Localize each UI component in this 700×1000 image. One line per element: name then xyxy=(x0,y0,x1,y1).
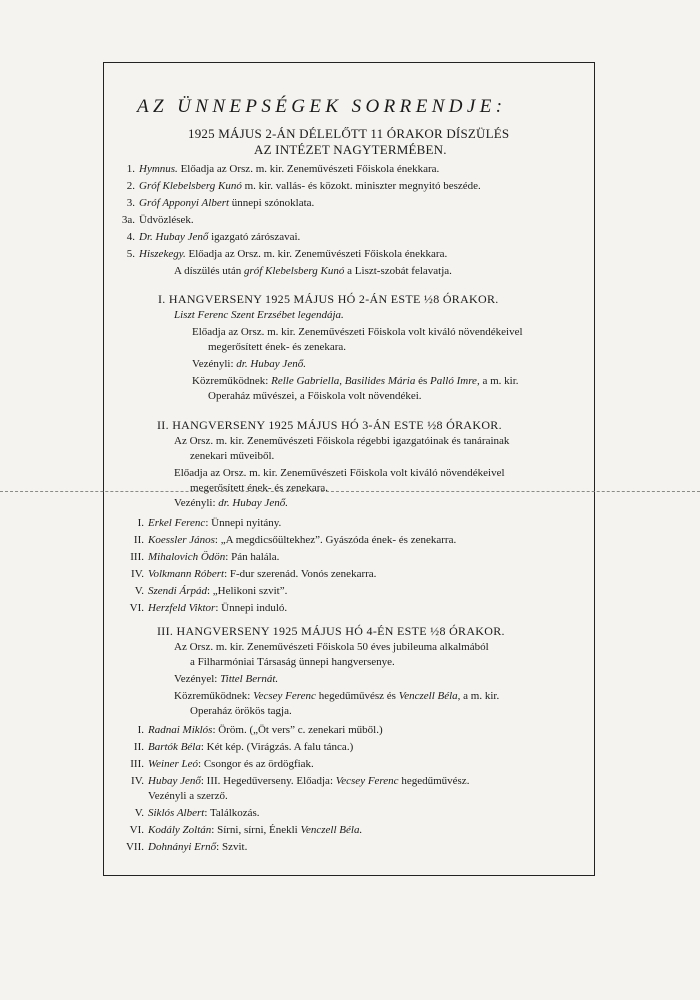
opening-item: 5. Hiszekegy. Előadja az Orsz. m. kir. Zeneművészeti Főiskola énekkara. xyxy=(126,248,448,260)
opening-item: 3a. Üdvözlések. xyxy=(121,214,194,226)
concert3-program-item: V. Siklós Albert: Találkozás. xyxy=(134,807,260,819)
concert2-program-item: IV. Volkmann Róbert: F-dur szerenád. Vonós zenekarra. xyxy=(131,568,377,580)
concert3-description: Az Orsz. m. kir. Zeneművészeti Főiskola 50 éves jubileuma alkalmából xyxy=(174,641,489,653)
concert3-soloists: Közreműködnek: Vecsey Ferenc hegedűművész és Venczell Béla, a m. kir. xyxy=(174,690,500,702)
opening-heading-2: AZ INTÉZET NAGYTERMÉBEN. xyxy=(254,142,447,157)
concert1-conductor: Vezényli: dr. Hubay Jenő. xyxy=(192,358,306,370)
concert2-description: Az Orsz. m. kir. Zeneművészeti Főiskola régebbi igazgatóinak és tanárainak xyxy=(174,435,510,447)
concert2-program-item: II. Koessler János: „A megdicsőültekhez”. Gyászóda ének- és zenekarra. xyxy=(133,534,457,546)
opening-afterword: A díszülés után gróf Klebelsberg Kunó a Liszt-szobát felavatja. xyxy=(174,265,452,277)
concert3-program-item-note: Vezényli a szerző. xyxy=(148,790,228,802)
concert2-performers-2: megerősített ének- és zenekara. xyxy=(190,482,329,494)
concert1-heading: I. HANGVERSENY 1925 MÁJUS HÓ 2-ÁN ESTE ½8 ÓRAKOR. xyxy=(158,292,499,306)
concert2-heading: II. HANGVERSENY 1925 MÁJUS HÓ 3-ÁN ESTE ½8 ÓRAKOR. xyxy=(157,418,502,432)
concert3-program-item: I. Radnai Miklós: Öröm. („Öt vers” c. zenekari műből.) xyxy=(137,724,383,736)
concert3-program-item: II. Bartók Béla: Két kép. (Virágzás. A falu tánca.) xyxy=(133,741,354,753)
concert3-program-item: IV. Hubay Jenő: III. Hegedűverseny. Előadja: Vecsey Ferenc hegedűművész. xyxy=(131,775,470,787)
concert1-soloists-2: Operaház művészei, a Főiskola volt növendékei. xyxy=(208,390,422,402)
opening-item: 2. Gróf Klebelsberg Kunó m. kir. vallás- és közokt. miniszter megnyitó beszéde. xyxy=(126,180,481,192)
concert2-conductor: Vezényli: dr. Hubay Jenő. xyxy=(174,497,288,509)
concert2-description-2: zenekari műveiből. xyxy=(190,450,275,462)
concert2-program-item: V. Szendi Árpád: „Helikoni szvit”. xyxy=(134,585,288,597)
concert1-performers: Előadja az Orsz. m. kir. Zeneművészeti Főiskola volt kiváló növendékeivel xyxy=(192,326,523,338)
concert2-performers: Előadja az Orsz. m. kir. Zeneművészeti Főiskola volt kiváló növendékeivel xyxy=(174,467,505,479)
concert1-performers-2: megerősített ének- és zenekara. xyxy=(208,341,347,353)
concert3-program-item: VII. Dohnányi Ernő: Szvit. xyxy=(125,841,248,853)
concert3-heading: III. HANGVERSENY 1925 MÁJUS HÓ 4-ÉN ESTE ½8 ÓRAKOR. xyxy=(157,624,505,638)
concert1-work: Liszt Ferenc Szent Erzsébet legendája. xyxy=(174,309,344,321)
concert3-program-item: VI. Kodály Zoltán: Sírni, sírni, Énekli Venczell Béla. xyxy=(129,824,363,836)
concert3-program-item: III. Weiner Leó: Csongor és az ördögfiak. xyxy=(130,758,314,770)
concert3-soloists-2: Operaház örökös tagja. xyxy=(190,705,292,717)
opening-item: 4. Dr. Hubay Jenő igazgató zárószavai. xyxy=(126,231,301,243)
concert2-program-item: III. Mihalovich Ödön: Pán halála. xyxy=(130,551,280,563)
concert1-soloists: Közreműködnek: Relle Gabriella, Basilides Mária és Palló Imre, a m. kir. xyxy=(192,375,519,387)
concert3-description-2: a Filharmóniai Társaság ünnepi hangversenye. xyxy=(190,656,395,668)
page-title: AZ ÜNNEPSÉGEK SORRENDJE: xyxy=(137,96,507,117)
concert3-conductor: Vezényel: Tittel Bernát. xyxy=(174,673,279,685)
concert2-program-item: VI. Herzfeld Viktor: Ünnepi induló. xyxy=(129,602,288,614)
opening-heading: 1925 MÁJUS 2-ÁN DÉLELŐTT 11 ÓRAKOR DÍSZÜLÉS xyxy=(188,126,510,141)
opening-item: 3. Gróf Apponyi Albert ünnepi szónoklata. xyxy=(126,197,315,209)
opening-item: 1. Hymnus. Előadja az Orsz. m. kir. Zeneművészeti Főiskola énekkara. xyxy=(126,163,440,175)
paper-fold-line xyxy=(0,491,700,492)
concert2-program-item: I. Erkel Ferenc: Ünnepi nyitány. xyxy=(137,517,282,529)
